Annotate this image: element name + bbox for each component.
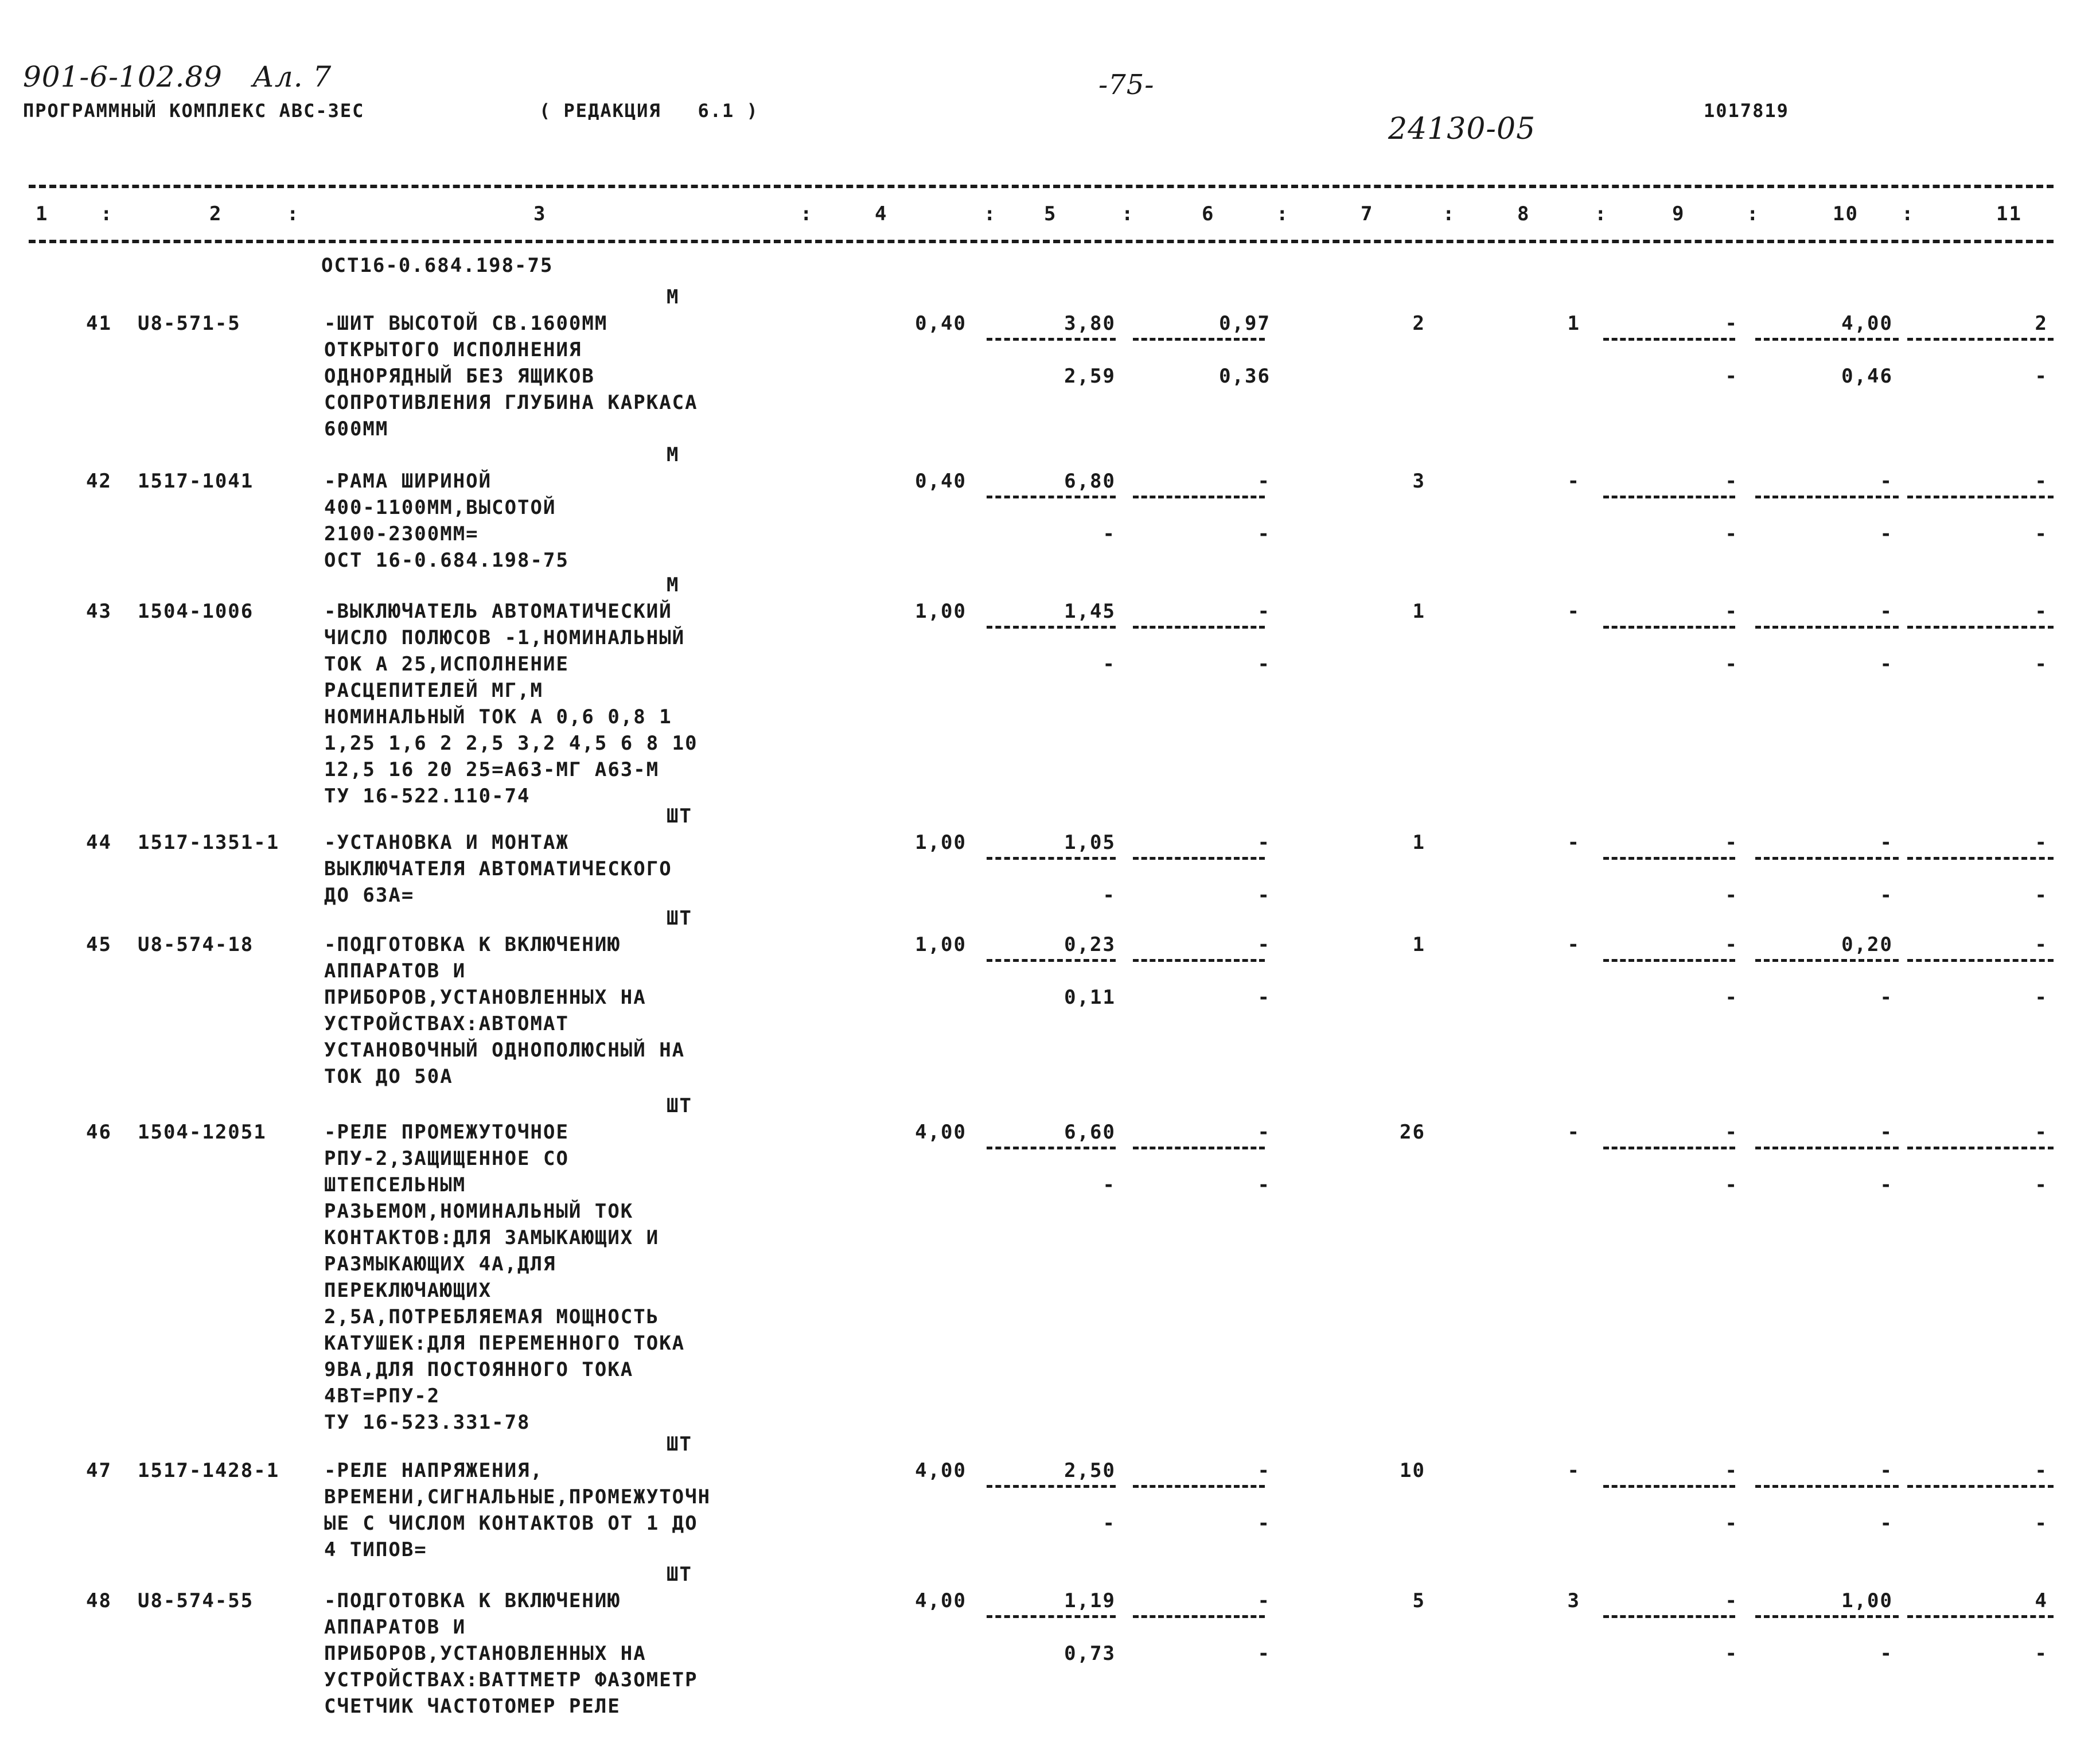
cell-col-9-sub: - — [1725, 523, 1738, 545]
description-line: 400-1100ММ,ВЫСОТОЙ — [324, 496, 556, 519]
column-number-1: 1 — [36, 202, 49, 225]
description-line: 12,5 16 20 25=А63-МГ А63-М — [324, 758, 660, 781]
cell-col-11: - — [2035, 600, 2048, 623]
column-number-2: 2 — [209, 202, 223, 225]
cell-col-8: - — [1567, 933, 1580, 956]
cell-col-10-sub: - — [1880, 523, 1893, 545]
description-line: 4 ТИПОВ= — [324, 1538, 427, 1561]
row-number: 43 — [86, 600, 112, 623]
dashed-separator — [1907, 1615, 2054, 1618]
cell-col-5-sub: - — [1102, 523, 1116, 545]
cell-col-10-sub: - — [1880, 884, 1893, 907]
cell-col-11: - — [2035, 470, 2048, 493]
dashed-separator — [987, 857, 1116, 860]
cell-col-9-sub: - — [1725, 986, 1738, 1009]
cell-quantity: 1,00 — [915, 600, 967, 623]
cell-quantity: 1,00 — [915, 831, 967, 854]
description-line: КАТУШЕК:ДЛЯ ПЕРЕМЕННОГО ТОКА — [324, 1332, 685, 1355]
cell-quantity: 4,00 — [915, 1121, 967, 1144]
cell-col-5: 1,19 — [1064, 1589, 1116, 1612]
edition-label: ( РЕДАКЦИЯ 6.1 ) — [539, 100, 759, 122]
cell-col-6-sub: - — [1257, 1642, 1271, 1665]
dashed-separator — [1755, 1147, 1899, 1149]
column-number-3: 3 — [533, 202, 547, 225]
unit-label: М — [667, 286, 680, 309]
column-separator: : — [1443, 202, 1456, 225]
description-line: ПЕРЕКЛЮЧАЮЩИХ — [324, 1279, 492, 1302]
cell-col-10: - — [1880, 1459, 1893, 1482]
program-title: ПРОГРАММНЫЙ КОМПЛЕКС АВС-3ЕС — [23, 100, 365, 122]
cell-col-5-sub: 0,73 — [1064, 1642, 1116, 1665]
cell-quantity: 0,40 — [915, 470, 967, 493]
cell-col-5-sub: 0,11 — [1064, 986, 1116, 1009]
column-number-4: 4 — [875, 202, 888, 225]
cell-col-10-sub: 0,46 — [1841, 365, 1893, 388]
dashed-separator — [1133, 338, 1265, 341]
column-separator: : — [800, 202, 813, 225]
cell-col-5-sub: - — [1102, 653, 1116, 676]
cell-col-10-sub: - — [1880, 1174, 1893, 1196]
dashed-separator — [1133, 496, 1265, 498]
header-bottom-rule — [29, 240, 2054, 243]
description-line: ПРИБОРОВ,УСТАНОВЛЕННЫХ НА — [324, 1642, 646, 1665]
dashed-separator — [1133, 1615, 1265, 1618]
cell-col-5-sub: - — [1102, 1174, 1116, 1196]
description-line: РАЗМЫКАЮЩИХ 4А,ДЛЯ — [324, 1253, 556, 1276]
dashed-separator — [1907, 1485, 2054, 1488]
cell-col-5: 6,80 — [1064, 470, 1116, 493]
dashed-separator — [1603, 1615, 1735, 1618]
cell-col-6: 0,97 — [1219, 312, 1271, 335]
dashed-separator — [987, 1147, 1116, 1149]
dashed-separator — [987, 496, 1116, 498]
description-line: -ПОДГОТОВКА К ВКЛЮЧЕНИЮ — [324, 933, 621, 956]
cell-col-5: 0,23 — [1064, 933, 1116, 956]
dashed-separator — [987, 1485, 1116, 1488]
column-number-5: 5 — [1044, 202, 1057, 225]
description-line: 600ММ — [324, 418, 389, 440]
description-line: 1,25 1,6 2 2,5 3,2 4,5 6 8 10 — [324, 732, 698, 755]
cell-col-11-sub: - — [2035, 884, 2048, 907]
header-top-rule — [29, 185, 2054, 188]
dashed-separator — [1603, 1147, 1735, 1149]
unit-label: ШТ — [667, 1094, 692, 1117]
dashed-separator — [1603, 626, 1735, 629]
description-line: ОДНОРЯДНЫЙ БЕЗ ЯЩИКОВ — [324, 365, 595, 388]
cell-col-9: - — [1725, 933, 1738, 956]
cell-col-9-sub: - — [1725, 884, 1738, 907]
cell-col-9-sub: - — [1725, 653, 1738, 676]
cell-col-9: - — [1725, 1121, 1738, 1144]
dashed-separator — [1755, 496, 1899, 498]
cell-col-5-sub: 2,59 — [1064, 365, 1116, 388]
cell-col-9: - — [1725, 312, 1738, 335]
cell-col-6: - — [1257, 933, 1271, 956]
cell-col-6: - — [1257, 1459, 1271, 1482]
dashed-separator — [1755, 857, 1899, 860]
description-line: ВЫКЛЮЧАТЕЛЯ АВТОМАТИЧЕСКОГО — [324, 857, 672, 880]
cell-col-8: 1 — [1567, 312, 1580, 335]
row-code: U8-574-55 — [138, 1589, 254, 1612]
album-label: Ал. 7 — [252, 60, 332, 93]
column-separator: : — [1121, 202, 1135, 225]
cell-quantity: 1,00 — [915, 933, 967, 956]
description-line: ОТКРЫТОГО ИСПОЛНЕНИЯ — [324, 338, 582, 361]
record-number: 1017819 — [1704, 100, 1789, 122]
row-code: 1504-12051 — [138, 1121, 267, 1144]
row-code: 1504-1006 — [138, 600, 254, 623]
row-number: 45 — [86, 933, 112, 956]
row-number: 44 — [86, 831, 112, 854]
cell-col-11: 2 — [2035, 312, 2048, 335]
description-line: ТОК А 25,ИСПОЛНЕНИЕ — [324, 653, 569, 676]
cell-col-11-sub: - — [2035, 1174, 2048, 1196]
dashed-separator — [1603, 338, 1735, 341]
cell-col-9: - — [1725, 600, 1738, 623]
description-line: АППАРАТОВ И — [324, 1616, 466, 1639]
unit-label: М — [667, 443, 680, 466]
cell-col-8: 3 — [1567, 1589, 1580, 1612]
cell-col-7: 2 — [1412, 312, 1425, 335]
cell-col-11-sub: - — [2035, 523, 2048, 545]
cell-col-9: - — [1725, 1589, 1738, 1612]
unit-label: ШТ — [667, 1563, 692, 1586]
description-line: НОМИНАЛЬНЫЙ ТОК А 0,6 0,8 1 — [324, 705, 672, 728]
description-line: ЧИСЛО ПОЛЮСОВ -1,НОМИНАЛЬНЫЙ — [324, 626, 685, 649]
dashed-separator — [1755, 1485, 1899, 1488]
cell-col-11-sub: - — [2035, 1512, 2048, 1535]
cell-col-10: 0,20 — [1841, 933, 1893, 956]
dashed-separator — [1907, 1147, 2054, 1149]
cell-col-10: - — [1880, 831, 1893, 854]
cell-col-10-sub: - — [1880, 1512, 1893, 1535]
cell-col-8: - — [1567, 1121, 1580, 1144]
dashed-separator — [987, 338, 1116, 341]
row-number: 48 — [86, 1589, 112, 1612]
cell-col-11: - — [2035, 1459, 2048, 1482]
row-number: 46 — [86, 1121, 112, 1144]
description-line: УСТРОЙСТВАХ:АВТОМАТ — [324, 1012, 569, 1035]
dashed-separator — [1907, 496, 2054, 498]
cell-col-9: - — [1725, 470, 1738, 493]
description-line: -УСТАНОВКА И МОНТАЖ — [324, 831, 569, 854]
cell-col-5: 1,05 — [1064, 831, 1116, 854]
cell-col-9: - — [1725, 831, 1738, 854]
cell-col-9-sub: - — [1725, 1642, 1738, 1665]
cell-col-11-sub: - — [2035, 653, 2048, 676]
cell-col-11: - — [2035, 933, 2048, 956]
doc-code: 901-6-102.89 — [23, 60, 223, 93]
description-line: -ВЫКЛЮЧАТЕЛЬ АВТОМАТИЧЕСКИЙ — [324, 600, 672, 623]
dashed-separator — [1603, 496, 1735, 498]
dashed-separator — [1755, 959, 1899, 962]
cell-col-9: - — [1725, 1459, 1738, 1482]
dashed-separator — [987, 626, 1116, 629]
cell-col-6: - — [1257, 831, 1271, 854]
dashed-separator — [1133, 857, 1265, 860]
description-line: СЧЕТЧИК ЧАСТОТОМЕР РЕЛЕ — [324, 1695, 621, 1718]
cell-col-6: - — [1257, 1589, 1271, 1612]
cell-col-9-sub: - — [1725, 1512, 1738, 1535]
description-line: ОСТ 16-0.684.198-75 — [324, 549, 569, 572]
row-code: 1517-1041 — [138, 470, 254, 493]
cell-col-10: - — [1880, 470, 1893, 493]
description-line: УСТАНОВОЧНЫЙ ОДНОПОЛЮСНЫЙ НА — [324, 1039, 685, 1062]
cell-col-8: - — [1567, 1459, 1580, 1482]
cell-col-6-sub: 0,36 — [1219, 365, 1271, 388]
cell-col-10-sub: - — [1880, 986, 1893, 1009]
cell-col-5: 6,60 — [1064, 1121, 1116, 1144]
cell-col-7: 1 — [1412, 600, 1425, 623]
dashed-separator — [1133, 1147, 1265, 1149]
cell-col-11: - — [2035, 831, 2048, 854]
dashed-separator — [1603, 1485, 1735, 1488]
column-number-9: 9 — [1672, 202, 1685, 225]
unit-label: ШТ — [667, 805, 692, 828]
intro-standard-line: ОСТ16-0.684.198-75 — [321, 254, 554, 277]
cell-col-10: 1,00 — [1841, 1589, 1893, 1612]
cell-col-11-sub: - — [2035, 986, 2048, 1009]
cell-col-9-sub: - — [1725, 1174, 1738, 1196]
cell-col-8: - — [1567, 470, 1580, 493]
dashed-separator — [1133, 626, 1265, 629]
dashed-separator — [1603, 857, 1735, 860]
cell-col-5: 2,50 — [1064, 1459, 1116, 1482]
cell-col-6-sub: - — [1257, 1512, 1271, 1535]
column-number-7: 7 — [1361, 202, 1374, 225]
description-line: ВРЕМЕНИ,СИГНАЛЬНЫЕ,ПРОМЕЖУТОЧН — [324, 1486, 711, 1508]
sheet-code: 24130-05 — [1388, 112, 1536, 146]
cell-col-6-sub: - — [1257, 986, 1271, 1009]
cell-col-7: 3 — [1412, 470, 1425, 493]
description-line: СОПРОТИВЛЕНИЯ ГЛУБИНА КАРКАСА — [324, 391, 698, 414]
description-line: ТОК ДО 50А — [324, 1065, 453, 1088]
cell-col-11-sub: - — [2035, 365, 2048, 388]
cell-col-9-sub: - — [1725, 365, 1738, 388]
cell-col-5: 3,80 — [1064, 312, 1116, 335]
column-number-10: 10 — [1833, 202, 1859, 225]
unit-label: ШТ — [667, 907, 692, 930]
dashed-separator — [1603, 959, 1735, 962]
description-line: ПРИБОРОВ,УСТАНОВЛЕННЫХ НА — [324, 986, 646, 1009]
row-code: 1517-1351-1 — [138, 831, 280, 854]
cell-quantity: 4,00 — [915, 1459, 967, 1482]
cell-col-6-sub: - — [1257, 884, 1271, 907]
dashed-separator — [1755, 338, 1899, 341]
row-code: 1517-1428-1 — [138, 1459, 280, 1482]
unit-label: М — [667, 574, 680, 597]
description-line: -РАМА ШИРИНОЙ — [324, 470, 492, 493]
description-line: ТУ 16-523.331-78 — [324, 1411, 531, 1434]
cell-quantity: 4,00 — [915, 1589, 967, 1612]
column-number-8: 8 — [1517, 202, 1530, 225]
row-code: U8-571-5 — [138, 312, 241, 335]
dashed-separator — [1907, 959, 2054, 962]
description-line: АППАРАТОВ И — [324, 960, 466, 983]
row-number: 41 — [86, 312, 112, 335]
cell-col-8: - — [1567, 600, 1580, 623]
row-code: U8-574-18 — [138, 933, 254, 956]
description-line: -ШИТ ВЫСОТОЙ СВ.1600ММ — [324, 312, 608, 335]
row-number: 42 — [86, 470, 112, 493]
description-line: ЫЕ С ЧИСЛОМ КОНТАКТОВ ОТ 1 ДО — [324, 1512, 698, 1535]
description-line: 4ВТ=РПУ-2 — [324, 1385, 441, 1408]
column-separator: : — [1595, 202, 1608, 225]
column-separator: : — [1276, 202, 1289, 225]
dashed-separator — [1755, 1615, 1899, 1618]
cell-col-6: - — [1257, 1121, 1271, 1144]
description-line: РАСЦЕПИТЕЛЕЙ МГ,М — [324, 679, 543, 702]
description-line: 2100-2300ММ= — [324, 523, 479, 545]
cell-col-5: 1,45 — [1064, 600, 1116, 623]
description-line: РПУ-2,ЗАЩИЩЕННОЕ СО — [324, 1147, 569, 1170]
cell-col-11: 4 — [2035, 1589, 2048, 1612]
dashed-separator — [1907, 338, 2054, 341]
cell-col-8: - — [1567, 831, 1580, 854]
description-line: ДО 63А= — [324, 884, 415, 907]
unit-label: ШТ — [667, 1433, 692, 1456]
description-line: ТУ 16-522.110-74 — [324, 785, 531, 808]
column-separator: : — [1902, 202, 1915, 225]
cell-col-7: 5 — [1412, 1589, 1425, 1612]
dashed-separator — [987, 959, 1116, 962]
dashed-separator — [987, 1615, 1116, 1618]
cell-col-6-sub: - — [1257, 653, 1271, 676]
cell-col-5-sub: - — [1102, 1512, 1116, 1535]
cell-col-10: - — [1880, 1121, 1893, 1144]
row-number: 47 — [86, 1459, 112, 1482]
description-line: 9ВА,ДЛЯ ПОСТОЯННОГО ТОКА — [324, 1358, 634, 1381]
column-number-6: 6 — [1202, 202, 1215, 225]
cell-col-11-sub: - — [2035, 1642, 2048, 1665]
dashed-separator — [1133, 1485, 1265, 1488]
column-separator: : — [984, 202, 997, 225]
description-line: КОНТАКТОВ:ДЛЯ ЗАМЫКАЮЩИХ И — [324, 1226, 660, 1249]
cell-col-10: - — [1880, 600, 1893, 623]
cell-col-7: 10 — [1400, 1459, 1425, 1482]
description-line: -РЕЛЕ НАПРЯЖЕНИЯ, — [324, 1459, 543, 1482]
dashed-separator — [1755, 626, 1899, 629]
cell-col-7: 1 — [1412, 831, 1425, 854]
cell-col-6: - — [1257, 470, 1271, 493]
dashed-separator — [1907, 626, 2054, 629]
cell-col-10: 4,00 — [1841, 312, 1893, 335]
dashed-separator — [1907, 857, 2054, 860]
cell-quantity: 0,40 — [915, 312, 967, 335]
cell-col-11: - — [2035, 1121, 2048, 1144]
cell-col-6-sub: - — [1257, 523, 1271, 545]
column-separator: : — [1747, 202, 1760, 225]
description-line: -ПОДГОТОВКА К ВКЛЮЧЕНИЮ — [324, 1589, 621, 1612]
description-line: РАЗЬЕМОМ,НОМИНАЛЬНЫЙ ТОК — [324, 1200, 634, 1223]
cell-col-7: 26 — [1400, 1121, 1425, 1144]
cell-col-5-sub: - — [1102, 884, 1116, 907]
column-separator: : — [100, 202, 114, 225]
cell-col-10-sub: - — [1880, 653, 1893, 676]
description-line: ШТЕПСЕЛЬНЫМ — [324, 1174, 466, 1196]
cell-col-7: 1 — [1412, 933, 1425, 956]
description-line: -РЕЛЕ ПРОМЕЖУТОЧНОЕ — [324, 1121, 569, 1144]
column-separator: : — [287, 202, 300, 225]
cell-col-6-sub: - — [1257, 1174, 1271, 1196]
description-line: 2,5А,ПОТРЕБЛЯЕМАЯ МОЩНОСТЬ — [324, 1305, 660, 1328]
column-number-11: 11 — [1996, 202, 2022, 225]
description-line: УСТРОЙСТВАХ:ВАТТМЕТР ФАЗОМЕТР — [324, 1669, 698, 1691]
page-number: -75- — [1098, 69, 1155, 101]
cell-col-10-sub: - — [1880, 1642, 1893, 1665]
dashed-separator — [1133, 959, 1265, 962]
cell-col-6: - — [1257, 600, 1271, 623]
